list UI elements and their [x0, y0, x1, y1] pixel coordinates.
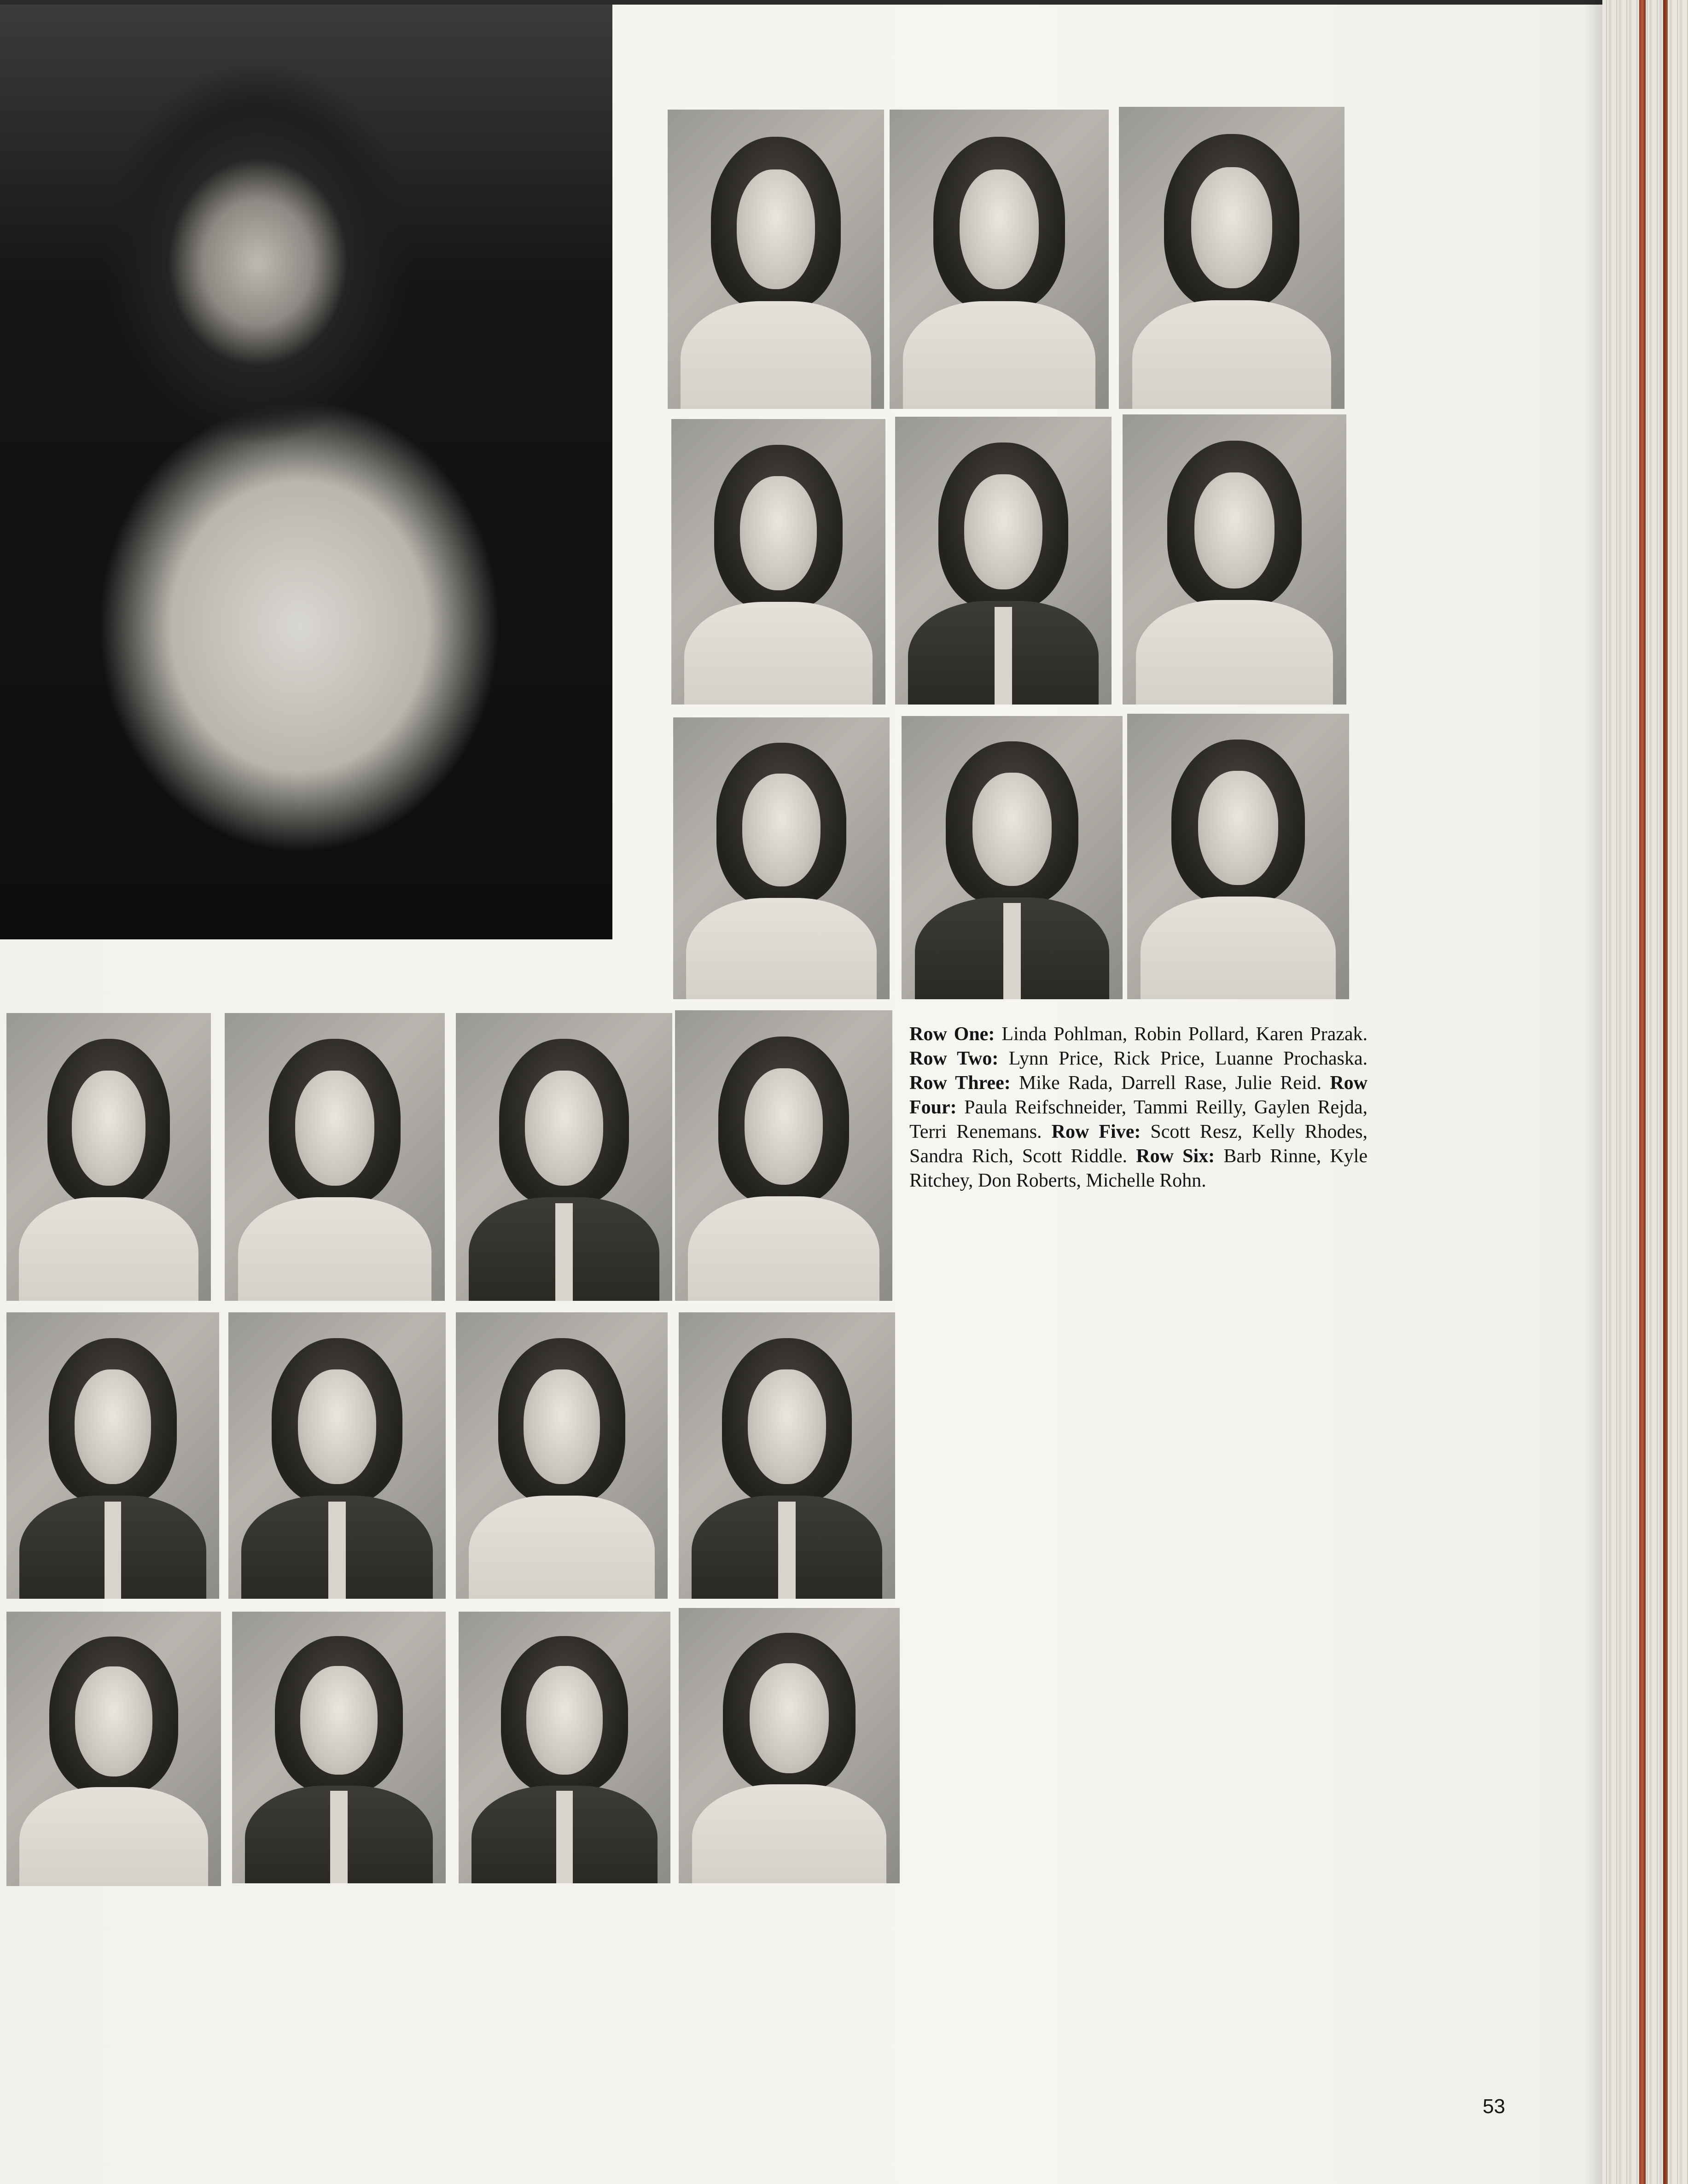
caption-row-five-label: Row Five:	[1051, 1121, 1141, 1142]
caption-row-three-label: Row Three:	[909, 1072, 1011, 1094]
caption-row-four-names: Paula Reifschneider, Tammi Reilly, Gaylen Rejda, Terri Renemans.	[909, 1097, 1368, 1142]
portrait-row1-3	[1119, 107, 1345, 409]
portrait-row4-2	[225, 1013, 445, 1301]
caption-row-one-names: Linda Pohlman, Robin Pollard, Karen Prazak.	[995, 1024, 1368, 1045]
portrait-row4-1	[6, 1013, 211, 1301]
portrait-row6-3	[459, 1612, 670, 1883]
book-cover-edge-outer	[1663, 0, 1668, 2184]
sweater-number: 7	[509, 536, 571, 633]
portrait-row1-2	[890, 110, 1109, 409]
portrait-row2-1	[671, 419, 885, 705]
portrait-row5-3	[456, 1312, 668, 1599]
portrait-row6-1	[6, 1612, 221, 1886]
caption-row-six-names: Barb Rinne, Kyle Ritchey, Don Roberts, Michelle Rohn.	[909, 1146, 1368, 1191]
caption-row-five-names: Scott Resz, Kelly Rhodes, Sandra Rich, Scott Riddle.	[909, 1121, 1368, 1167]
caption-row-three-names: Mike Rada, Darrell Rase, Julie Reid.	[1010, 1072, 1330, 1094]
portrait-row4-3	[456, 1013, 672, 1301]
caption-row-four-label: Row Four:	[909, 1072, 1368, 1118]
portrait-row2-3	[1123, 414, 1346, 705]
portrait-row5-1	[6, 1312, 219, 1599]
portrait-row5-4	[679, 1312, 895, 1599]
portrait-row4-4	[675, 1010, 892, 1301]
photo-caption	[909, 1022, 1368, 1193]
candid-photo	[0, 5, 612, 939]
page-number: 53	[1483, 2095, 1505, 2118]
portrait-row3-2	[902, 716, 1123, 999]
caption-row-one-label: Row One:	[909, 1024, 995, 1045]
book-cover-edge	[1639, 0, 1646, 2184]
scan-edge	[0, 0, 1612, 5]
portrait-row3-3	[1127, 714, 1349, 999]
caption-row-two-names: Lynn Price, Rick Price, Luanne Prochaska.	[998, 1048, 1368, 1069]
portrait-row1-1	[668, 110, 884, 409]
portrait-row5-2	[228, 1312, 446, 1599]
portrait-row6-2	[232, 1612, 446, 1883]
caption-row-six-label: Row Six:	[1136, 1146, 1215, 1167]
portrait-row6-4	[679, 1608, 900, 1883]
portrait-row2-2	[895, 417, 1112, 705]
caption-row-two-label: Row Two:	[909, 1048, 999, 1069]
portrait-row3-1	[673, 717, 890, 999]
